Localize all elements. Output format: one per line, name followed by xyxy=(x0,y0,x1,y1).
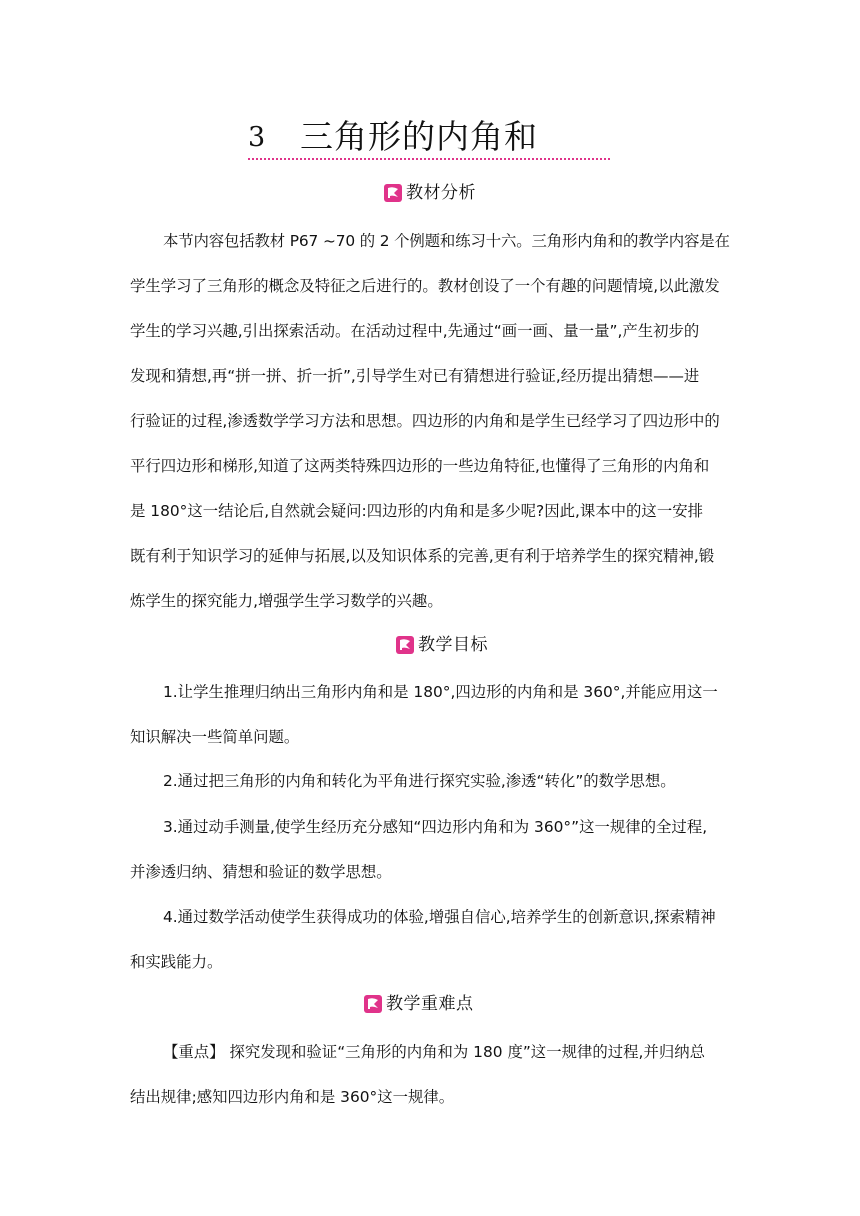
analysis-line: 发现和猜想,再“拼一拼、折一折”,引导学生对已有猜想进行验证,经历提出猜想——进 xyxy=(130,367,700,385)
analysis-line: 既有利于知识学习的延伸与拓展,以及知识体系的完善,更有利于培养学生的探究精神,锻 xyxy=(130,547,715,565)
section-heading-key-points xyxy=(364,991,474,1017)
objective-line: 4.通过数学活动使学生获得成功的体验,增强自信心,培养学生的创新意识,探索精神 xyxy=(163,908,716,926)
analysis-line: 行验证的过程,渗透数学学习方法和思想。四边形的内角和是学生已经学习了四边形中的 xyxy=(130,412,720,430)
objective-line: 1.让学生推理归纳出三角形内角和是 180°,四边形的内角和是 360°,并能应用这一 xyxy=(163,683,718,701)
objective-line: 并渗透归纳、猜想和验证的数学思想。 xyxy=(130,863,392,881)
title-number: 3 xyxy=(248,122,266,153)
analysis-line: 是 180°这一结论后,自然就会疑问:四边形的内角和是多少呢?因此,课本中的这一安排 xyxy=(130,502,703,520)
flag-icon xyxy=(396,636,414,654)
flag-icon xyxy=(364,995,382,1013)
flag-icon xyxy=(384,184,402,202)
objective-line: 2.通过把三角形的内角和转化为平角进行探究实验,渗透“转化”的数学思想。 xyxy=(163,772,676,790)
section-label-analysis: 教材分析 xyxy=(406,183,476,203)
analysis-line: 学生的学习兴趣,引出探索活动。在活动过程中,先通过“画一画、量一量”,产生初步的 xyxy=(130,322,700,340)
page-title xyxy=(248,118,610,160)
section-label-key-points: 教学重难点 xyxy=(386,994,474,1014)
objective-line: 和实践能力。 xyxy=(130,953,223,971)
analysis-line: 学生学习了三角形的概念及特征之后进行的。教材创设了一个有趣的问题情境,以此激发 xyxy=(130,277,720,295)
analysis-line: 平行四边形和梯形,知道了这两类特殊四边形的一些边角特征,也懂得了三角形的内角和 xyxy=(130,457,710,475)
key-line: 结出规律;感知四边形内角和是 360°这一规律。 xyxy=(130,1088,455,1106)
objective-line: 3.通过动手测量,使学生经历充分感知“四边形内角和为 360°”这一规律的全过程, xyxy=(163,818,708,836)
analysis-line: 炼学生的探究能力,增强学生学习数学的兴趣。 xyxy=(130,592,443,610)
section-label-objectives: 教学目标 xyxy=(418,635,488,655)
title-text: 三角形的内角和 xyxy=(300,117,538,156)
key-line: 【重点】 探究发现和验证“三角形的内角和为 180 度”这一规律的过程,并归纳总 xyxy=(163,1043,706,1061)
analysis-line: 本节内容包括教材 P67 ~70 的 2 个例题和练习十六。三角形内角和的教学内容是在 xyxy=(163,232,730,250)
objective-line: 知识解决一些简单问题。 xyxy=(130,728,300,746)
section-heading-objectives xyxy=(396,632,488,658)
section-heading-analysis xyxy=(384,180,476,206)
